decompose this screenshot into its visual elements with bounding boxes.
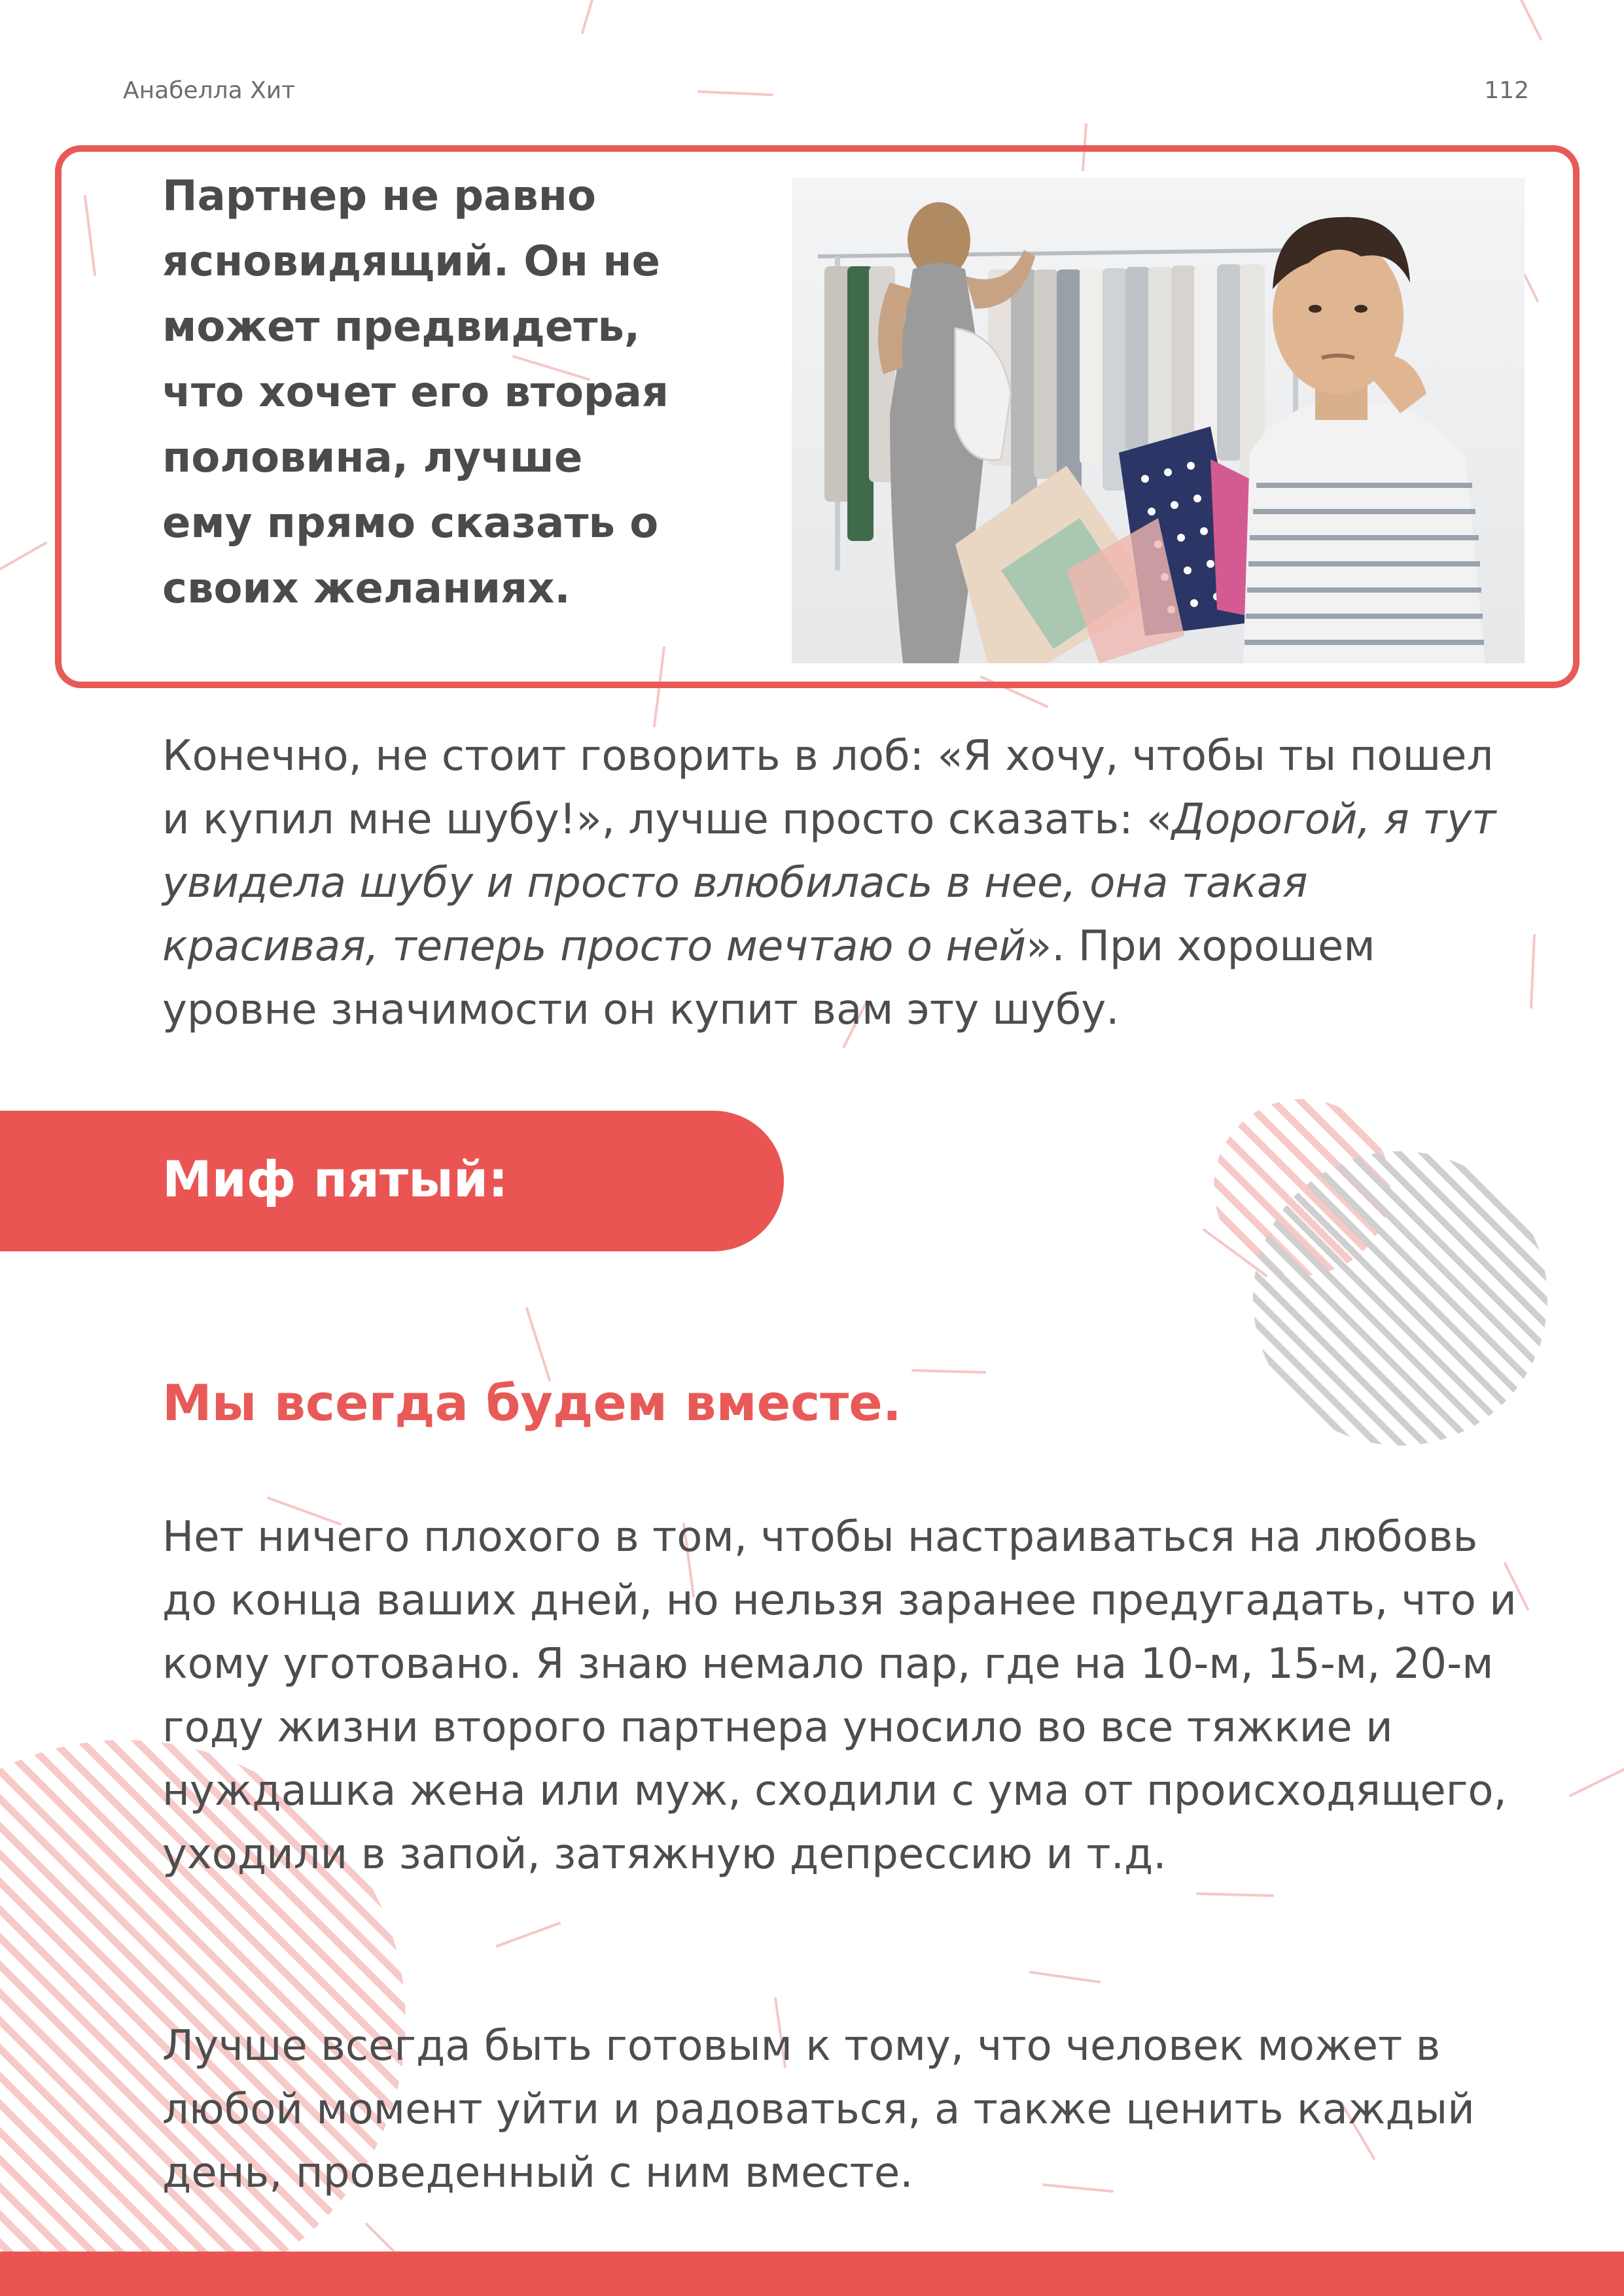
- paragraph-intro-part1: Конечно, не стоит говорить в лоб: «Я хочу, чтобы ты пошел и купил мне шубу!», лучше просто сказать: «: [162, 732, 1494, 844]
- header-author: Анабелла Хит: [123, 77, 296, 104]
- paragraph-conclusion: Лучше всегда быть готовым к тому, что человек может в любой момент уйти и радоваться, а также ценить каждый день, проведенный с ним вместе.: [162, 2022, 1475, 2197]
- paragraph-intro-italic-quote: Дорогой, я тут увидела шубу и просто влюбилась в нее, она такая красивая, теперь просто мечтаю о ней: [162, 795, 1496, 971]
- page-number: 112: [1484, 77, 1529, 104]
- paragraph-intro-part2: ». При хорошем уровне значимости он купит вам эту шубу.: [162, 922, 1375, 1034]
- decor-circle-gray: [1253, 1151, 1547, 1446]
- paragraph-myth-explanation: Нет ничего плохого в том, чтобы настраиваться на любовь до конца ваших дней, но нельзя заранее предугадать, что и кому уготовано. Я знаю немало пар, где на 10-м, 15-м, 20-м году жизни второго партнера уносило во все тяжкие и нуждашка жена или муж, сходили с ума от происходящего, уходили в запой, затяжную депрессию и т.д.: [162, 1513, 1517, 1879]
- callout-text: Партнер не равно ясновидящий. Он не может предвидеть, что хочет его вторая половина, лучше ему прямо сказать о своих желаниях.: [162, 172, 669, 613]
- callout-photo: [792, 178, 1525, 663]
- myth-banner-label: Миф пятый:: [162, 1150, 508, 1208]
- paragraph-intro: [162, 725, 1523, 1042]
- shopping-couple-illustration: [792, 178, 1525, 663]
- footer-bar: [0, 2252, 1624, 2296]
- myth-title: Мы всегда будем вместе.: [162, 1374, 902, 1432]
